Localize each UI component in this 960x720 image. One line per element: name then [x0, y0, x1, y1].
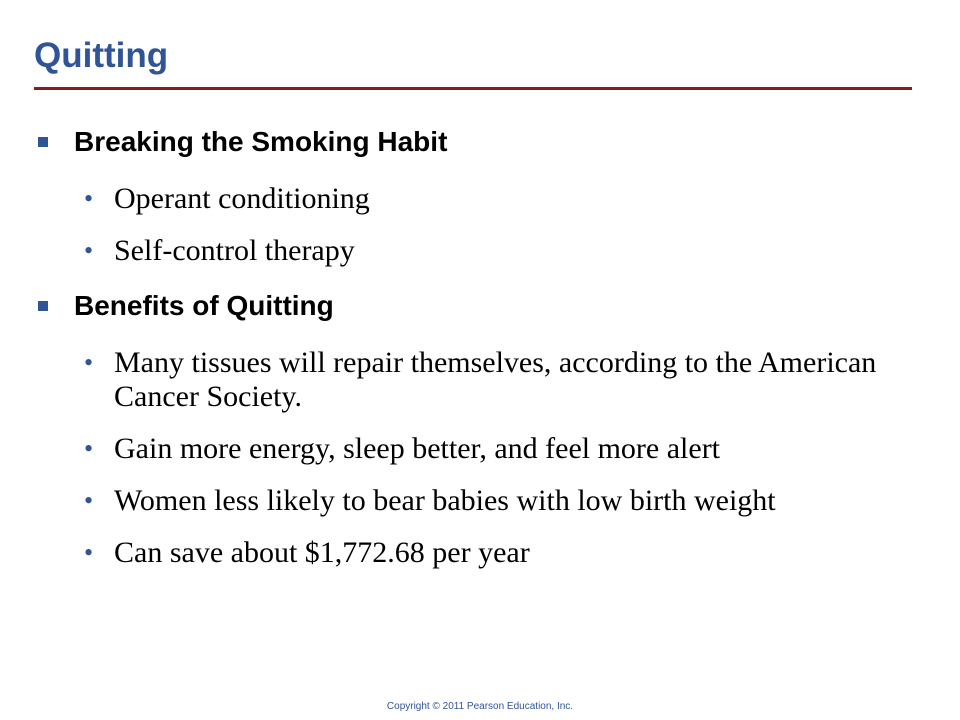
list-item — [34, 484, 914, 518]
bullet-dot-icon: • — [84, 236, 94, 265]
bullet-dot-icon: • — [84, 538, 94, 567]
bullet-dot-icon: • — [84, 486, 94, 515]
list-item-text: Can save about $1,772.68 per year — [114, 536, 530, 569]
slide-content — [34, 118, 914, 570]
bullet-dot-icon: • — [84, 434, 94, 463]
title-divider — [34, 87, 912, 90]
square-bullet-icon — [38, 301, 48, 311]
bullet-dot-icon: • — [84, 348, 94, 377]
list-item-text: Operant conditioning — [114, 182, 370, 215]
section-benefits — [34, 284, 914, 570]
bullet-dot-icon: • — [84, 184, 94, 213]
list-item — [34, 432, 914, 466]
list-item-text: Gain more energy, sleep better, and feel more alert — [114, 432, 721, 465]
list-item — [34, 182, 914, 216]
section-heading-row — [34, 284, 914, 328]
section-breaking-habit — [34, 120, 914, 268]
list-item — [34, 234, 914, 268]
list-item-text: Many tissues will repair themselves, according to the American Cancer Society. — [114, 346, 877, 413]
list-item-text: Women less likely to bear babies with low birth weight — [114, 484, 776, 517]
section-heading-row — [34, 120, 914, 164]
copyright-footer: Copyright © 2011 Pearson Education, Inc. — [386, 701, 574, 712]
section-heading: Benefits of Quitting — [74, 290, 334, 321]
square-bullet-icon — [38, 137, 48, 147]
section-heading: Breaking the Smoking Habit — [74, 126, 448, 157]
list-item — [34, 346, 914, 414]
slide-title: Quitting — [34, 36, 169, 75]
list-item — [34, 536, 914, 570]
list-item-text: Self-control therapy — [114, 234, 355, 267]
